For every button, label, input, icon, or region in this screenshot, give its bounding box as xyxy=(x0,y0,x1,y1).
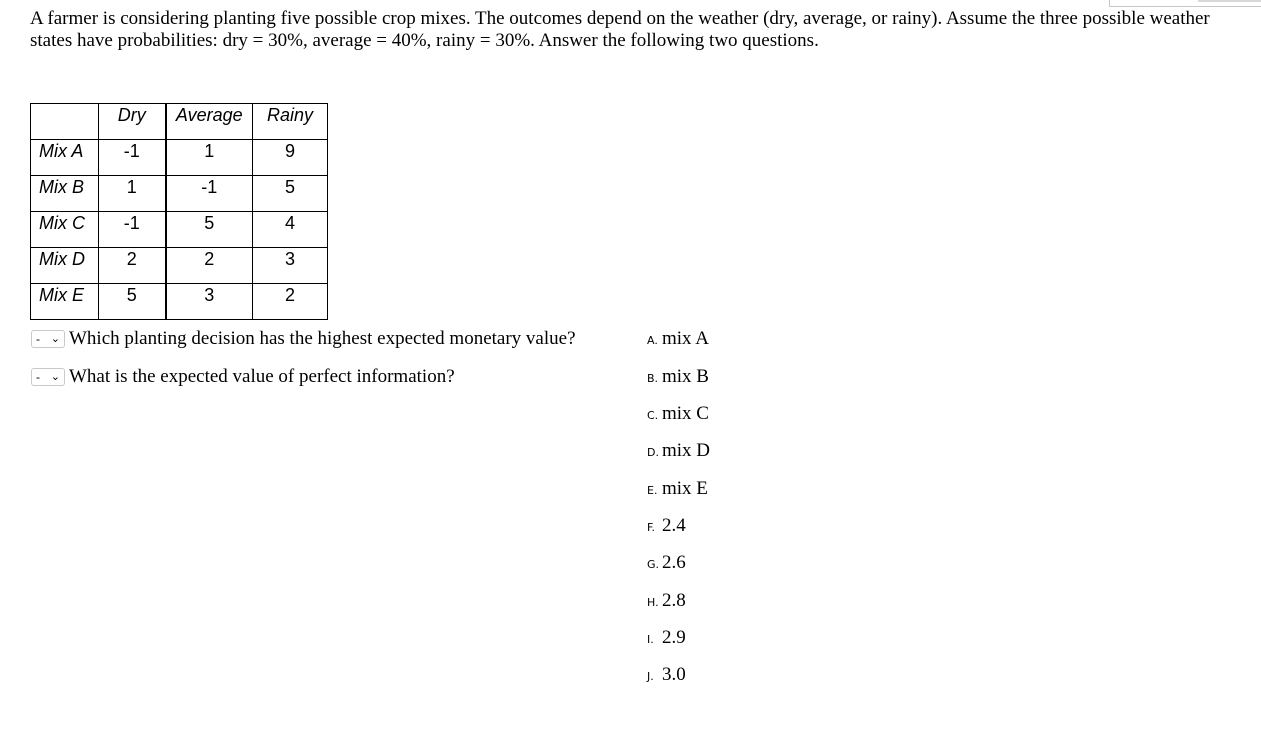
select-value: - xyxy=(36,370,40,384)
option-letter: B. xyxy=(647,372,659,385)
option-letter: A. xyxy=(647,334,658,347)
option-letter: E. xyxy=(647,484,658,497)
select-value: - xyxy=(36,332,40,346)
table-cell: 2 xyxy=(99,248,166,284)
option-letter: H. xyxy=(647,596,659,609)
table-row xyxy=(31,284,328,320)
option-d xyxy=(647,440,710,464)
table-cell: 1 xyxy=(166,140,253,176)
table-cell: 2 xyxy=(253,284,328,320)
option-letter: D. xyxy=(647,446,659,459)
table-cell: 3 xyxy=(166,284,253,320)
option-letter: G. xyxy=(647,558,660,571)
row-label: Mix C xyxy=(31,212,99,248)
table-cell: 9 xyxy=(253,140,328,176)
table-header-rainy: Rainy xyxy=(253,104,328,140)
option-letter: J. xyxy=(647,670,654,683)
table-row xyxy=(31,212,328,248)
option-j xyxy=(647,664,686,688)
question-2 xyxy=(31,366,455,388)
option-g xyxy=(647,552,686,576)
table-cell: 5 xyxy=(99,284,166,320)
answer-select-1[interactable] xyxy=(31,330,65,348)
option-letter: C. xyxy=(647,409,659,422)
payoff-table xyxy=(30,103,328,320)
table-cell: 5 xyxy=(166,212,253,248)
row-label: Mix D xyxy=(31,248,99,284)
option-text: mix B xyxy=(662,366,709,387)
table-header-cell xyxy=(31,104,99,140)
option-e xyxy=(647,478,708,502)
answer-select-2[interactable] xyxy=(31,368,65,386)
table-cell: 2 xyxy=(166,248,253,284)
table-cell: 4 xyxy=(253,212,328,248)
option-a xyxy=(647,328,709,352)
table-cell: 1 xyxy=(99,176,166,212)
option-text: 2.8 xyxy=(662,590,686,611)
table-header-row xyxy=(31,104,328,140)
option-b xyxy=(647,366,709,390)
option-text: mix C xyxy=(662,403,709,424)
table-header-average: Average xyxy=(166,104,253,140)
table-cell: -1 xyxy=(166,176,253,212)
option-h xyxy=(647,590,686,614)
question-text: What is the expected value of perfect information? xyxy=(69,366,455,387)
chevron-down-icon: ⌄ xyxy=(50,333,60,345)
table-row xyxy=(31,140,328,176)
option-text: 3.0 xyxy=(662,664,686,685)
option-f xyxy=(647,515,686,539)
row-label: Mix A xyxy=(31,140,99,176)
table-row xyxy=(31,248,328,284)
table-header-dry: Dry xyxy=(99,104,166,140)
top-toolbar-widget xyxy=(1109,0,1261,7)
table-cell: -1 xyxy=(99,140,166,176)
table-cell: -1 xyxy=(99,212,166,248)
option-c xyxy=(647,403,709,427)
option-text: 2.9 xyxy=(662,627,686,648)
option-i xyxy=(647,627,686,651)
option-text: 2.6 xyxy=(662,552,686,573)
question-text: Which planting decision has the highest expected monetary value? xyxy=(69,328,576,349)
option-letter: I. xyxy=(647,633,654,646)
option-text: mix D xyxy=(662,440,711,461)
question-1 xyxy=(31,328,576,350)
option-text: 2.4 xyxy=(662,515,686,536)
toolbar-bar xyxy=(1198,0,1261,2)
intro-text: A farmer is considering planting five possible crop mixes. The outcomes depend on the weather (dry, average, or rainy). Assume the three possible weather states have probabilities: dry = 30%, average = 40%, rainy = 30%. Answer the following two questions. xyxy=(30,8,1210,51)
option-letter: F. xyxy=(647,521,656,534)
table-cell: 5 xyxy=(253,176,328,212)
chevron-down-icon: ⌄ xyxy=(50,371,60,383)
option-text: mix A xyxy=(662,328,709,349)
table-cell: 3 xyxy=(253,248,328,284)
table-row xyxy=(31,176,328,212)
row-label: Mix B xyxy=(31,176,99,212)
option-text: mix E xyxy=(662,478,708,499)
row-label: Mix E xyxy=(31,284,99,320)
